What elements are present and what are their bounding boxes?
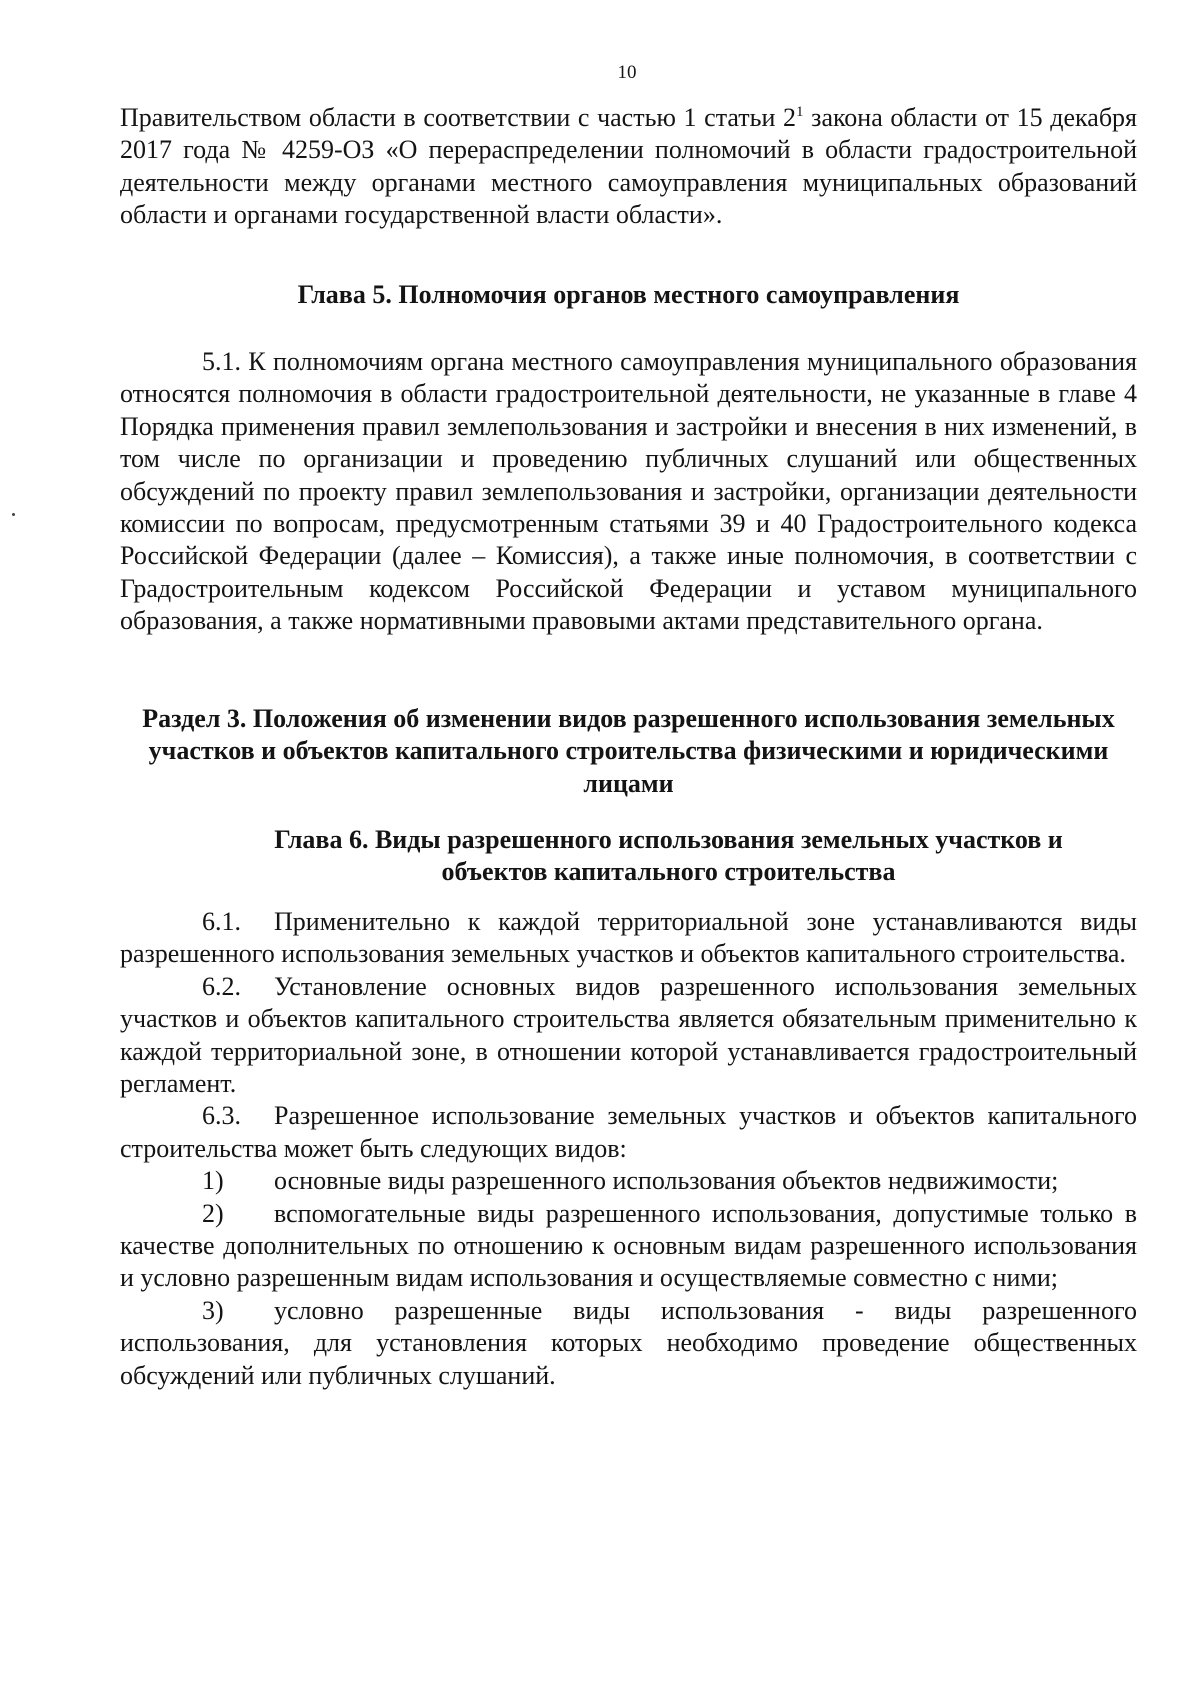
- list-item: [120, 1295, 1137, 1392]
- paragraph-5-1-number: 5.1.: [202, 347, 241, 376]
- chapter-5-title: Глава 5. Полномочия органов местного самоуправления: [297, 280, 960, 309]
- intro-text-end: закона области от 15 декабря 2017 года № 4259-ОЗ «О перераспределении полномочий в области градостроительной деятельности между органами местного самоуправления муниципальных образований области и органами государственной власти области».: [120, 103, 1138, 230]
- section-3-title: Раздел 3. Положения об изменении видов разрешенного использования земельных участков и объектов капитального строительства физическими и юридическими лицами: [142, 704, 1115, 798]
- chapter-6-title-line-1: Глава 6. Виды разрешенного использования земельных участков и: [274, 825, 1063, 854]
- paragraph-6-3-number: 6.3.: [202, 1101, 241, 1131]
- list-item-3-text: условно разрешенные виды использования - виды разрешенного использования, для установления которых необходимо проведение общественных обсуждений или публичных слушаний.: [120, 1295, 1137, 1390]
- paragraph-6-1-text: Применительно к каждой территориальной зоне устанавливаются виды разрешенного использования земельных участков и объектов капитального строительства.: [120, 907, 1137, 969]
- list-item-2-marker: 2): [202, 1198, 224, 1228]
- list-item-3-marker: 3): [202, 1295, 224, 1325]
- intro-paragraph: [120, 102, 1137, 232]
- paragraph-6-2: [120, 971, 1137, 1101]
- list-item: [120, 1165, 1137, 1197]
- page-number: 10: [617, 62, 637, 83]
- paragraph-6-1: [120, 906, 1137, 971]
- paragraph-6-2-text: Установление основных видов разрешенного использования земельных участков и объектов капитального строительства является обязательным применительно к каждой территориальной зоне, в отношении которой устанавливается градостроительный регламент.: [120, 971, 1137, 1099]
- paragraph-6-3: [120, 1100, 1137, 1165]
- paragraph-5-1: [120, 346, 1137, 638]
- intro-text-start: Правительством области в соответствии с частью 1 статьи 2: [120, 103, 797, 132]
- chapter-6-title-line-2: объектов капитального строительства: [441, 857, 896, 887]
- list-item-1-marker: 1): [202, 1166, 224, 1196]
- chapter-6-title: [200, 824, 1137, 889]
- list-item-1-text: основные виды разрешенного использования объектов недвижимости;: [274, 1166, 1059, 1196]
- chapter-6-body: [120, 906, 1137, 1392]
- paragraph-5-1-text: К полномочиям органа местного самоуправления муниципального образования относятся полномочия в области градостроительной деятельности, не указанные в главе 4 Порядка применения правил землепользования и застройки и внесения в них изменений, в том числе по организации и проведению публичных слушаний или общественных обсуждений по проекту правил землепользования и застройки, организации деятельности комиссии по вопросам, предусмотренным статьями 39 и 40 Градостроительного кодекса Российской Федерации (далее – Комиссия), а также иные полномочия, в соответствии с Градостроительным кодексом Российской Федерации и уставом муниципального образования, а также нормативными правовыми актами представительного органа.: [120, 347, 1137, 636]
- list-item-2-text: вспомогательные виды разрешенного использования, допустимые только в качестве дополнительных по отношению к основным видам разрешенного использования и условно разрешенным видам использования и осуществляемые совместно с ними;: [120, 1198, 1137, 1293]
- paragraph-6-3-text: Разрешенное использование земельных участков и объектов капитального строительства может быть следующих видов:: [120, 1101, 1137, 1163]
- paragraph-6-2-number: 6.2.: [202, 971, 241, 1001]
- scan-speck: [12, 513, 15, 516]
- superscript-article-number: 1: [796, 104, 804, 120]
- list-item: [120, 1198, 1137, 1295]
- paragraph-6-1-number: 6.1.: [202, 907, 241, 936]
